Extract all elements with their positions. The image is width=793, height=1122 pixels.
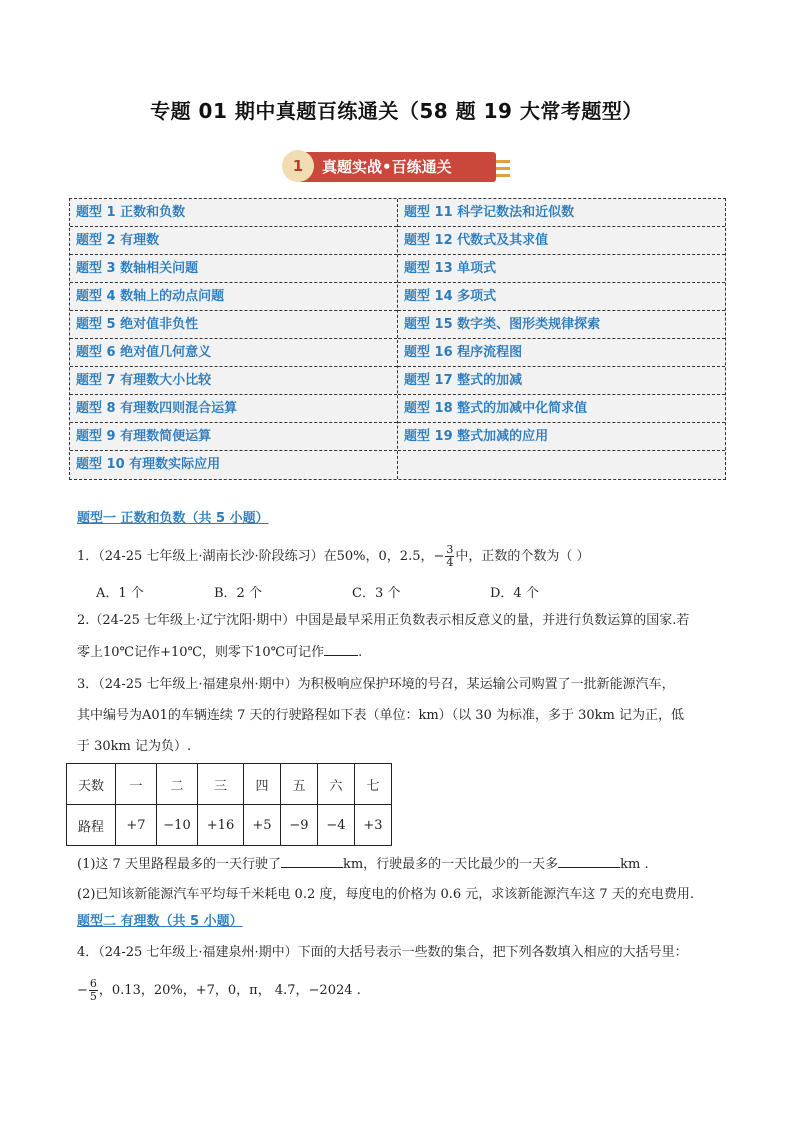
q4-frac-den: 5: [89, 990, 97, 1003]
q4-frac-num: 6: [89, 977, 97, 990]
q3-answer-blank-2[interactable]: [558, 855, 620, 868]
type-link[interactable]: 题型 7 有理数大小比较: [70, 367, 397, 395]
q2-line-2: [77, 643, 362, 662]
type-link[interactable]: 题型 17 整式的加减: [398, 367, 725, 395]
q3-line-2: 其中编号为A01的车辆连续 7 天的行驶路程如下表（单位：km）（以 30 为标准，多于 30km 记为正，低: [77, 708, 684, 723]
q1-choice-c[interactable]: C．3 个: [352, 586, 401, 601]
table-cell: 七: [355, 764, 392, 805]
q4-line-1: 4．（24-25 七年级上·福建泉州·期中）下面的大括号表示一些数的集合，把下列各数填入相应的大括号里：: [77, 945, 688, 960]
table-cell: −4: [318, 805, 355, 846]
table-cell: +5: [244, 805, 281, 846]
type-link[interactable]: 题型 9 有理数简便运算: [70, 423, 397, 451]
type-link[interactable]: 题型 6 绝对值几何意义: [70, 339, 397, 367]
banner-stripes: [496, 160, 510, 181]
q3-line-1: 3．（24-25 七年级上·福建泉州·期中）为积极响应保护环境的号召，某运输公司购置了一批新能源汽车，: [77, 677, 675, 692]
banner-number: 1: [282, 150, 314, 182]
type-link[interactable]: 题型 5 绝对值非负性: [70, 311, 397, 339]
q1-frac-num: 3: [446, 543, 454, 556]
type-link[interactable]: 题型 10 有理数实际应用: [76, 457, 221, 472]
q1-choice-a[interactable]: A．1 个: [96, 586, 144, 601]
q3-answer-blank-1[interactable]: [281, 855, 343, 868]
q1-text: 1．（24-25 七年级上·湖南长沙·阶段练习）在50%，0，2.5，: [77, 549, 434, 564]
q3-part1-mid: km，行驶最多的一天比最少的一天多: [342, 857, 559, 872]
table-row: [67, 764, 392, 805]
section-banner: [282, 148, 514, 186]
table-cell: 二: [157, 764, 198, 805]
table-header-cell: 天数: [67, 764, 116, 805]
q1-fraction: [445, 544, 454, 569]
page-title: 专题 01 期中真题百练通关（58 题 19 大常考题型）: [150, 99, 643, 123]
type-link-empty: [398, 451, 725, 478]
q1-choice-d[interactable]: D．4 个: [490, 586, 539, 601]
table-cell: 五: [281, 764, 318, 805]
q4-numbers: ，0.13，20%，+7，0，π， 4.7̇，−2024 .: [98, 983, 361, 998]
type-column-left: [70, 199, 398, 479]
q4-frac-sign: −: [77, 983, 88, 998]
type-link[interactable]: 题型 19 整式加减的应用: [398, 423, 725, 451]
table-row: [67, 805, 392, 846]
type-link[interactable]: 题型 3 数轴相关问题: [70, 255, 397, 283]
q4-line-2: [77, 978, 361, 1003]
q2-line-1: 2.（24-25 七年级上·辽宁沈阳·期中）中国是最早采用正负数表示相反意义的量，并进行负数运算的国家.若: [77, 613, 690, 628]
table-cell: −9: [281, 805, 318, 846]
table-cell: +3: [355, 805, 392, 846]
table-cell: −10: [157, 805, 198, 846]
table-cell: +16: [198, 805, 244, 846]
q3-part1-text: (1)这 7 天里路程最多的一天行驶了: [77, 857, 281, 872]
q1-frac-den: 4: [446, 556, 454, 569]
q2-end: .: [358, 645, 363, 660]
type-link[interactable]: 题型 4 数轴上的动点问题: [70, 283, 397, 311]
type-link[interactable]: 题型 12 代数式及其求值: [398, 227, 725, 255]
table-cell: 三: [198, 764, 244, 805]
q3-part-1: [77, 855, 649, 874]
type-link[interactable]: 题型 15 数字类、图形类规律探索: [398, 311, 725, 339]
type-link[interactable]: 题型 8 有理数四则混合运算: [70, 395, 397, 423]
q3-part1-end: km .: [620, 857, 649, 872]
type-link[interactable]: 题型 18 整式的加减中化简求值: [398, 395, 725, 423]
q2-text: 零上10℃记作+10℃，则零下10℃可记作: [77, 645, 325, 660]
type-link[interactable]: 题型 2 有理数: [70, 227, 397, 255]
table-cell: 六: [318, 764, 355, 805]
table-header-cell: 路程: [67, 805, 116, 846]
question-1: [77, 544, 590, 569]
section-heading-2[interactable]: 题型二 有理数（共 5 小题）: [77, 914, 243, 929]
q4-fraction: [89, 978, 98, 1003]
table-cell: 四: [244, 764, 281, 805]
q1-frac-sign: −: [433, 549, 445, 564]
q1-choice-b[interactable]: B．2 个: [214, 586, 262, 601]
banner-label: 真题实战•百练通关: [322, 158, 452, 176]
type-link[interactable]: 题型 16 程序流程图: [398, 339, 725, 367]
distance-table: [66, 763, 392, 846]
type-link[interactable]: 题型 13 单项式: [398, 255, 725, 283]
type-link[interactable]: 题型 11 科学记数法和近似数: [398, 199, 725, 227]
q3-line-3: 于 30km 记为负）.: [77, 739, 192, 754]
type-column-right: [398, 199, 725, 479]
section-heading-1[interactable]: 题型一 正数和负数（共 5 小题）: [77, 511, 269, 526]
type-link[interactable]: 题型 1 正数和负数: [70, 199, 397, 227]
table-cell: +7: [116, 805, 157, 846]
q1-suffix: 中，正数的个数为（ ）: [455, 549, 590, 564]
table-cell: 一: [116, 764, 157, 805]
question-type-index: [69, 198, 726, 480]
q2-answer-blank[interactable]: [324, 643, 358, 656]
q3-part-2: (2)已知该新能源汽车平均每千米耗电 0.2 度，每度电的价格为 0.6 元，求该新能源汽车这 7 天的充电费用.: [77, 887, 694, 902]
type-link[interactable]: 题型 14 多项式: [398, 283, 725, 311]
